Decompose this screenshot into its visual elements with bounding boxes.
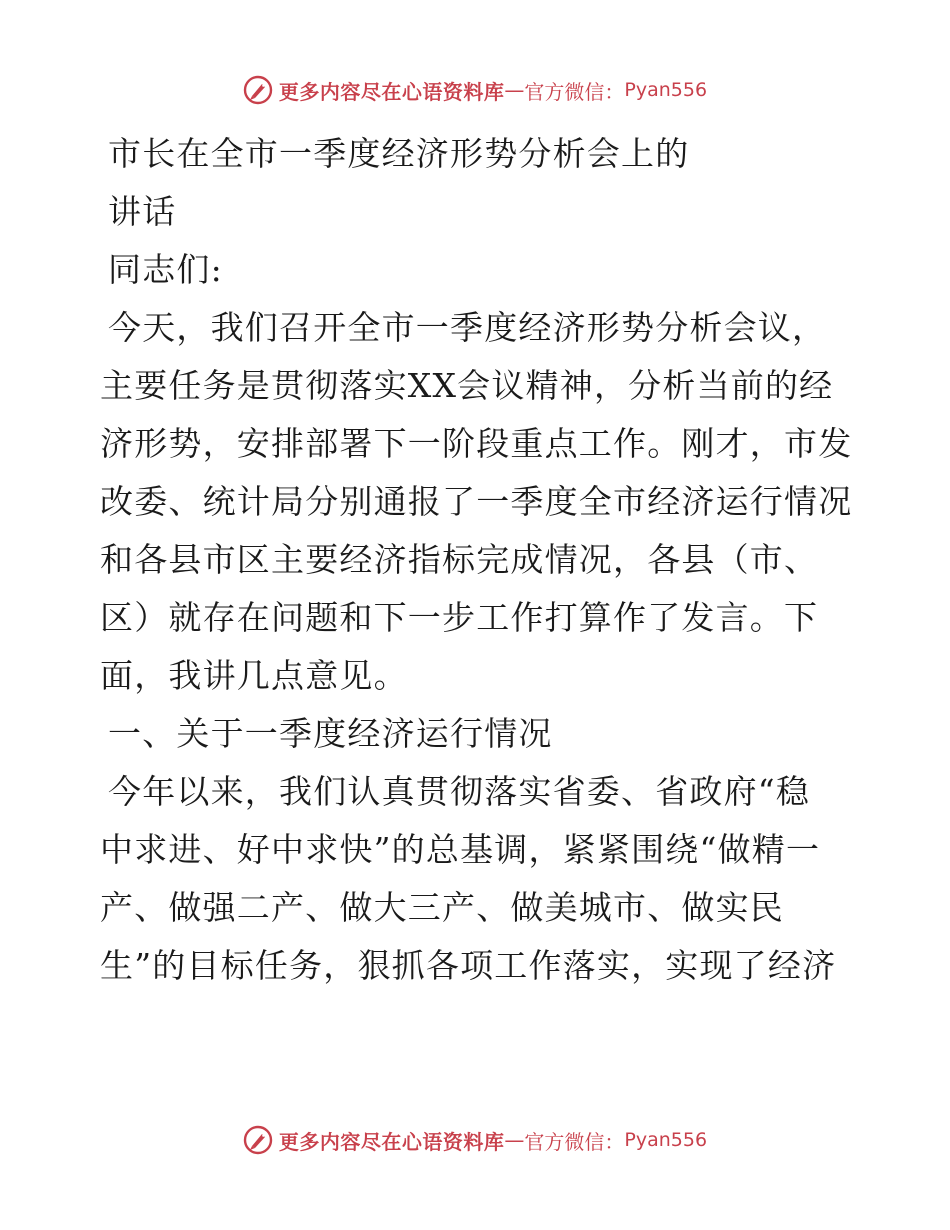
paragraph-1-line-1: 今天，我们召开全市一季度经济形势分析会议， [108, 308, 827, 347]
watermark-separator: — [504, 78, 525, 102]
paragraph-1-line-7: 面，我讲几点意见。 [100, 656, 408, 695]
watermark-brand: 更多内容尽在心语资料库 [278, 79, 505, 104]
paragraph-2-line-2: 中求进、好中求快”的总基调，紧紧围绕“做精一 [100, 830, 821, 869]
paragraph-1-line-4: 改委、统计局分别通报了一季度全市经济运行情况 [100, 482, 853, 521]
pen-nib-logo-icon [243, 75, 273, 105]
paragraph-2-line-1: 今年以来，我们认真贯彻落实省委、省政府“稳 [108, 772, 811, 811]
pen-nib-logo-icon [243, 1125, 273, 1155]
paragraph-1-line-3: 济形势，安排部署下一阶段重点工作。刚才，市发 [100, 424, 853, 463]
paragraph-2-line-4: 生”的目标任务，狠抓各项工作落实，实现了经济 [100, 946, 837, 985]
watermark-wechat-label: 官方微信： [524, 1129, 625, 1154]
watermark-wechat-id: Pyan556 [624, 79, 708, 101]
section-1-heading: 一、关于一季度经济运行情况 [108, 714, 553, 753]
document-title-line-1: 市长在全市一季度经济形势分析会上的 [108, 134, 690, 173]
document-title-line-2: 讲话 [108, 192, 177, 231]
paragraph-1-line-6: 区）就存在问题和下一步工作打算作了发言。下 [100, 598, 819, 637]
paragraph-2-line-3: 产、做强二产、做大三产、做美城市、做实民 [100, 888, 784, 927]
footer-watermark [0, 1120, 950, 1160]
watermark-wechat-label: 官方微信： [524, 79, 625, 104]
watermark-wechat-id: Pyan556 [624, 1129, 708, 1151]
watermark-brand: 更多内容尽在心语资料库 [278, 1129, 505, 1154]
watermark-separator: — [504, 1128, 525, 1152]
salutation: 同志们: [108, 250, 223, 289]
header-watermark [0, 70, 950, 110]
document-body [100, 125, 853, 995]
paragraph-1-line-2: 主要任务是贯彻落实XX会议精神，分析当前的经 [100, 366, 834, 405]
paragraph-1-line-5: 和各县市区主要经济指标完成情况，各县（市、 [100, 540, 819, 579]
